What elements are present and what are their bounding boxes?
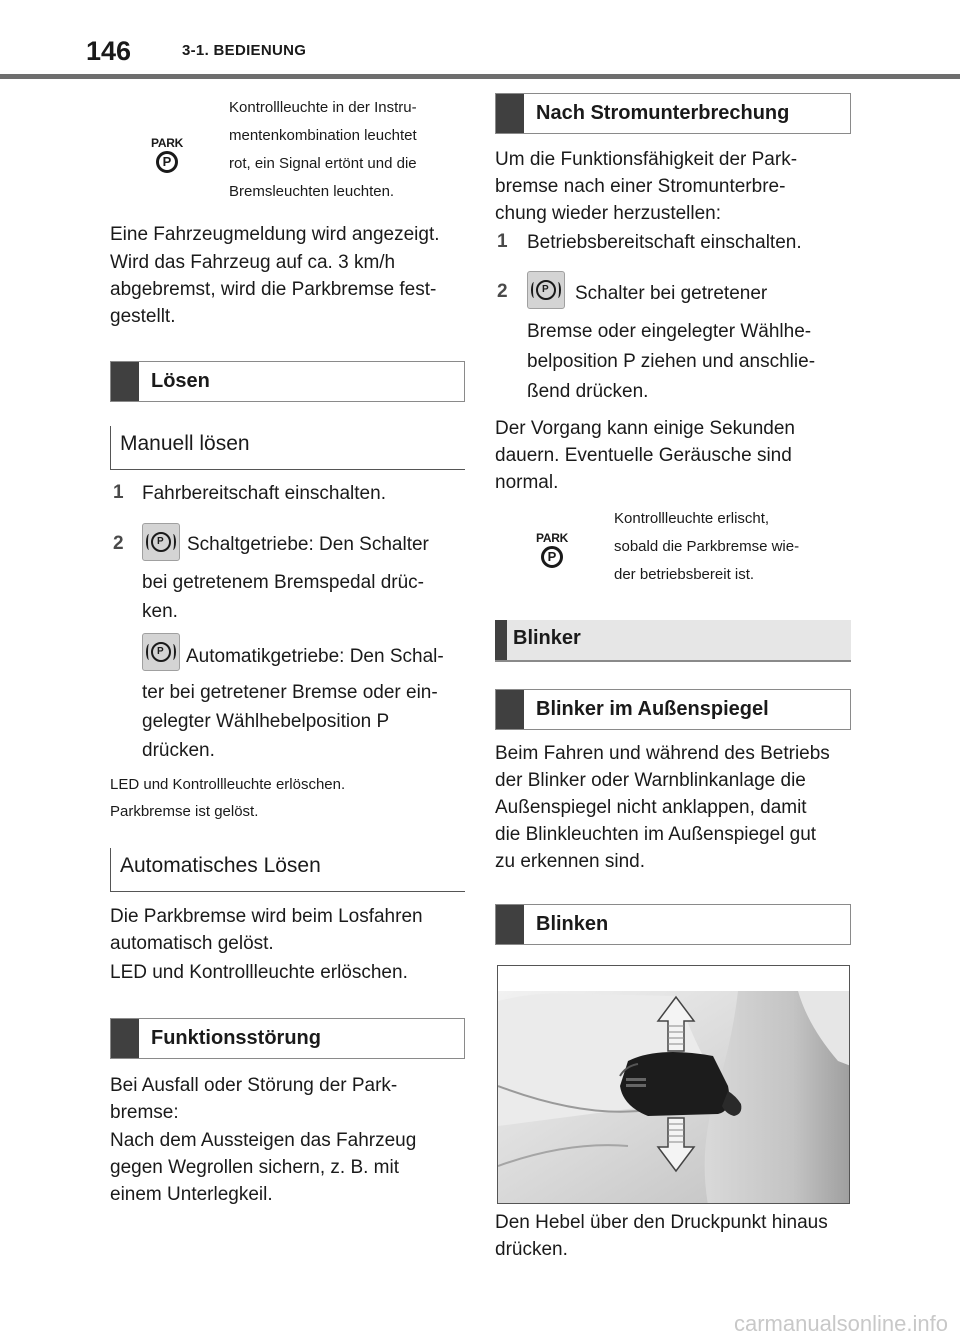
- step-2-power: Schalter bei getretener: [575, 283, 768, 304]
- paragraph-mirror: Beim Fahren und während des Betriebs der Blinker oder Warnblinkanlage die Außenspiegel nicht anklappen, damit die Blinkleuchten im Außenspiegel gut zu erkennen sind.: [495, 743, 830, 872]
- step-number: 2: [497, 281, 508, 302]
- step-2-power-cont: Bremse oder eingelegter Wählhe- belposition P ziehen und anschlie- ßend drücken.: [527, 321, 816, 402]
- section-title: 3-1. BEDIENUNG: [182, 42, 307, 59]
- step-1-text: Fahrbereitschaft einschalten.: [142, 483, 386, 504]
- park-warning-icon: PARK P: [534, 531, 570, 573]
- heading-blinken: Blinken: [495, 904, 851, 945]
- paragraph-secure-vehicle: Nach dem Aussteigen das Fahrzeug gegen Wegrollen sichern, z. B. mit einem Unterlegkeil.: [110, 1130, 417, 1205]
- step-2-automatic-cont: ter bei getretener Bremse oder ein- gelegter Wählhebelposition P drücken.: [142, 682, 438, 761]
- subheading-manuell: Manuell lösen: [110, 426, 465, 470]
- parking-brake-switch-icon: P: [527, 271, 565, 309]
- header-divider: [0, 74, 960, 79]
- step-number: 1: [497, 231, 508, 252]
- page-number: 146: [86, 36, 132, 66]
- step-2-manual-cont: bei getretenem Bremspedal drüc- ken.: [142, 572, 424, 622]
- step-2-manual: Schaltgetriebe: Den Schalter: [187, 534, 429, 555]
- heading-blinker: Blinker: [495, 620, 851, 662]
- heading-loesen: Lösen: [110, 361, 465, 402]
- heading-stromunterbrechung: Nach Stromunterbrechung: [495, 93, 851, 134]
- park-note-right: Kontrollleuchte erlischt, sobald die Parkbremse wie- der betriebsbereit ist.: [614, 510, 800, 583]
- paragraph-braking: Wird das Fahrzeug auf ca. 3 km/h abgebremst, wird die Parkbremse fest- gestellt.: [110, 252, 437, 327]
- figure-caption: Den Hebel über den Druckpunkt hinaus drücken.: [495, 1212, 828, 1260]
- paragraph-auto-led: LED und Kontrollleuchte erlöschen.: [110, 962, 408, 983]
- step-1-power: Betriebsbereitschaft einschalten.: [527, 232, 802, 253]
- parking-brake-switch-icon: P: [142, 523, 180, 561]
- paragraph-duration: Der Vorgang kann einige Sekunden dauern. Eventuelle Geräusche sind normal.: [495, 418, 796, 493]
- turn-signal-lever-illustration: [497, 965, 850, 1204]
- heading-blinker-spiegel: Blinker im Außenspiegel: [495, 689, 851, 730]
- parking-brake-switch-icon: P: [142, 633, 180, 671]
- note-led: LED und Kontrollleuchte erlöschen. Parkbremse ist gelöst.: [110, 776, 346, 820]
- step-number: 1: [113, 482, 124, 503]
- park-warning-icon: PARK P: [149, 136, 185, 178]
- paragraph-vehicle-message: Eine Fahrzeugmeldung wird angezeigt.: [110, 224, 440, 245]
- paragraph-power-restore: Um die Funktionsfähigkeit der Park- bremse nach einer Stromunterbre- chung wieder herzustellen:: [495, 149, 798, 224]
- paragraph-failure: Bei Ausfall oder Störung der Park- bremse:: [110, 1075, 398, 1123]
- watermark: carmanualsonline.info: [733, 1311, 948, 1336]
- paragraph-auto-release: Die Parkbremse wird beim Losfahren automatisch gelöst.: [110, 906, 423, 954]
- subheading-automatisch: Automatisches Lösen: [110, 848, 465, 892]
- step-2-automatic: Automatikgetriebe: Den Schal-: [186, 646, 444, 667]
- park-note-left: Kontrollleuchte in der Instru- mentenkombination leuchtet rot, ein Signal ertönt und die Bremsleuchten leuchten.: [229, 99, 417, 200]
- heading-funktionsstoerung: Funktionsstörung: [110, 1018, 465, 1059]
- step-number: 2: [113, 533, 124, 554]
